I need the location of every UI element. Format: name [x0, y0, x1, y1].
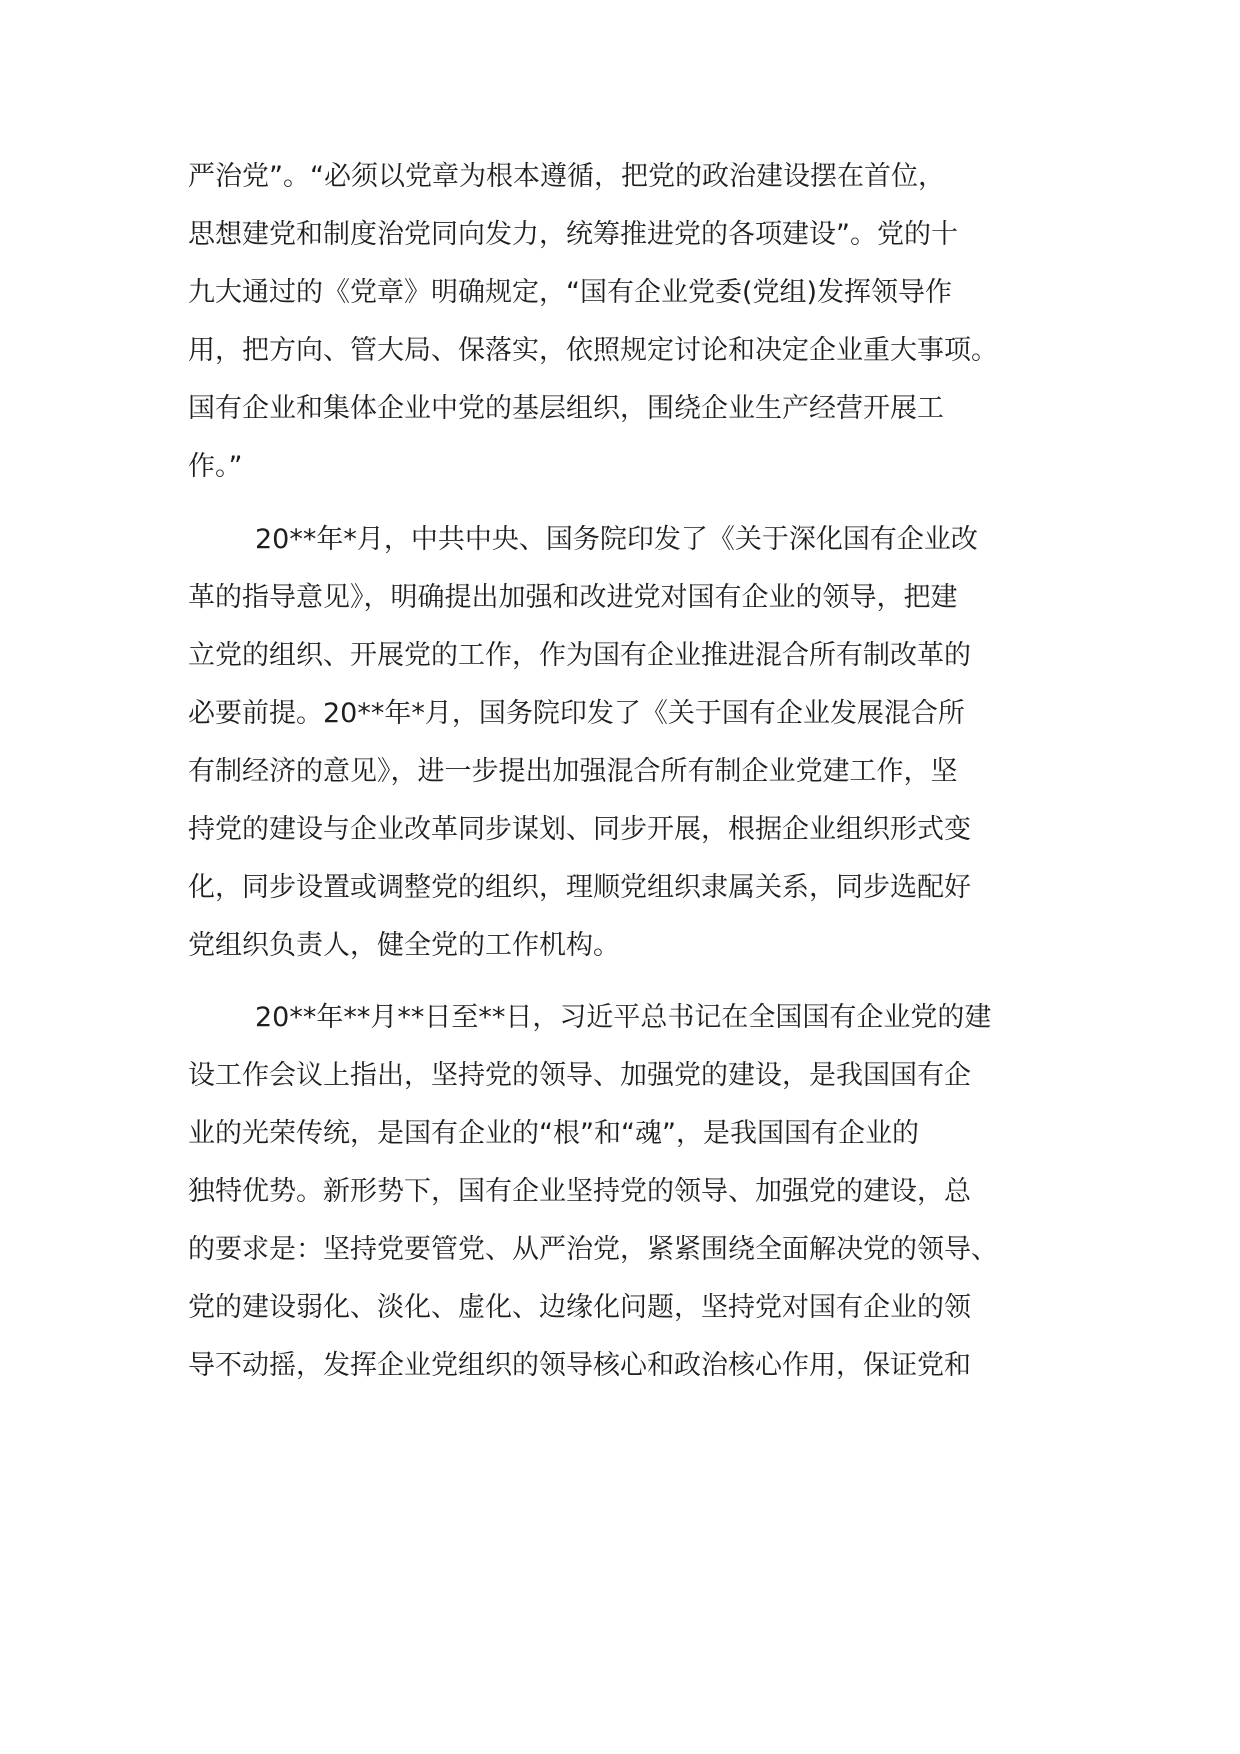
- paragraph-3-line-5: 的要求是：坚持党要管党、从严治党，紧紧围绕全面解决党的领导、: [188, 1234, 998, 1265]
- paragraph-2-line-6: 持党的建设与企业改革同步谋划、同步开展，根据企业组织形式变: [188, 814, 971, 845]
- paragraph-1-line-1: 严治党”。“必须以党章为根本遵循，把党的政治建设摆在首位，: [188, 161, 945, 192]
- paragraph-3-line-3: 业的光荣传统，是国有企业的“根”和“魂”，是我国国有企业的: [188, 1118, 919, 1149]
- paragraph-3-line-1: 20**年**月**日至**日，习近平总书记在全国国有企业党的建: [255, 1002, 992, 1033]
- paragraph-1-line-4: 用，把方向、管大局、保落实，依照规定讨论和决定企业重大事项。: [188, 335, 998, 366]
- paragraph-3-line-4: 独特优势。新形势下，国有企业坚持党的领导、加强党的建设，总: [188, 1176, 971, 1207]
- paragraph-3-line-6: 党的建设弱化、淡化、虚化、边缘化问题，坚持党对国有企业的领: [188, 1292, 971, 1323]
- paragraph-2-line-2: 革的指导意见》，明确提出加强和改进党对国有企业的领导，把建: [188, 582, 958, 613]
- paragraph-1-line-2: 思想建党和制度治党同向发力，统筹推进党的各项建设”。党的十: [188, 219, 958, 250]
- paragraph-3-line-7: 导不动摇，发挥企业党组织的领导核心和政治核心作用，保证党和: [188, 1350, 971, 1381]
- paragraph-1-line-3: 九大通过的《党章》明确规定，“国有企业党委(党组)发挥领导作: [188, 277, 953, 308]
- paragraph-1-line-5: 国有企业和集体企业中党的基层组织，围绕企业生产经营开展工: [188, 393, 944, 424]
- paragraph-2-line-7: 化，同步设置或调整党的组织，理顺党组织隶属关系，同步选配好: [188, 872, 971, 903]
- paragraph-3-line-2: 设工作会议上指出，坚持党的领导、加强党的建设，是我国国有企: [188, 1060, 971, 1091]
- paragraph-2-line-3: 立党的组织、开展党的工作，作为国有企业推进混合所有制改革的: [188, 640, 971, 671]
- paragraph-2-line-8: 党组织负责人，健全党的工作机构。: [188, 930, 620, 961]
- paragraph-2-line-5: 有制经济的意见》，进一步提出加强混合所有制企业党建工作，坚: [188, 756, 958, 787]
- paragraph-1-line-6: 作。”: [188, 451, 243, 482]
- paragraph-2-line-4: 必要前提。20**年*月，国务院印发了《关于国有企业发展混合所: [188, 698, 965, 729]
- paragraph-2-line-1: 20**年*月，中共中央、国务院印发了《关于深化国有企业改: [255, 524, 978, 555]
